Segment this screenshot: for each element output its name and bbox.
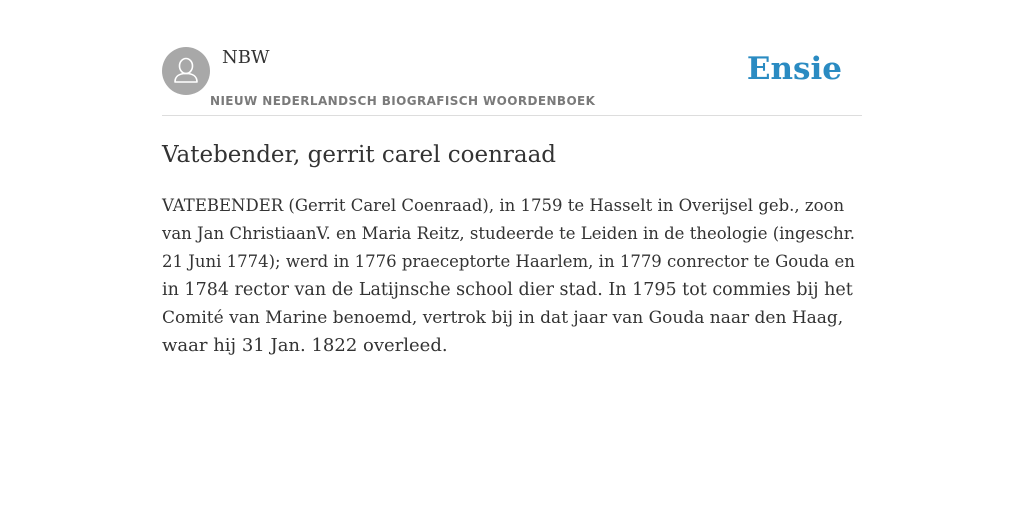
brand-logo[interactable]: Ensie [746, 51, 842, 87]
entry-body-line: Comité van Marine benoemd, vertrok bij in dat jaar van Gouda naar den Haag, [162, 308, 844, 328]
entry-title: Vatebender, gerrit carel coenraad [162, 142, 557, 168]
entry-body-line: waar hij 31 Jan. 1822 overleed. [162, 335, 448, 356]
entry-body-line: van Jan ChristiaanV. en Maria Reitz, studeerde te Leiden in de theologie (ingeschr. [162, 224, 856, 243]
entry-body [162, 192, 862, 360]
source-full-name[interactable]: NIEUW NEDERLANDSCH BIOGRAFISCH WOORDENBOEK [210, 94, 596, 108]
entry-body-line: in 1784 rector van de Latijnsche school dier stad. In 1795 tot commies bij het [162, 280, 853, 300]
source-header [162, 0, 862, 116]
page [162, 0, 862, 512]
source-name[interactable]: NBW [222, 47, 270, 68]
user-icon [162, 47, 210, 95]
entry-body-line: VATEBENDER (Gerrit Carel Coenraad), in 1759 te Hasselt in Overijsel geb., zoon [162, 196, 845, 215]
entry-body-line: 21 Juni 1774); werd in 1776 praeceptorte Haarlem, in 1779 conrector te Gouda en [162, 252, 855, 271]
avatar[interactable] [162, 47, 210, 95]
